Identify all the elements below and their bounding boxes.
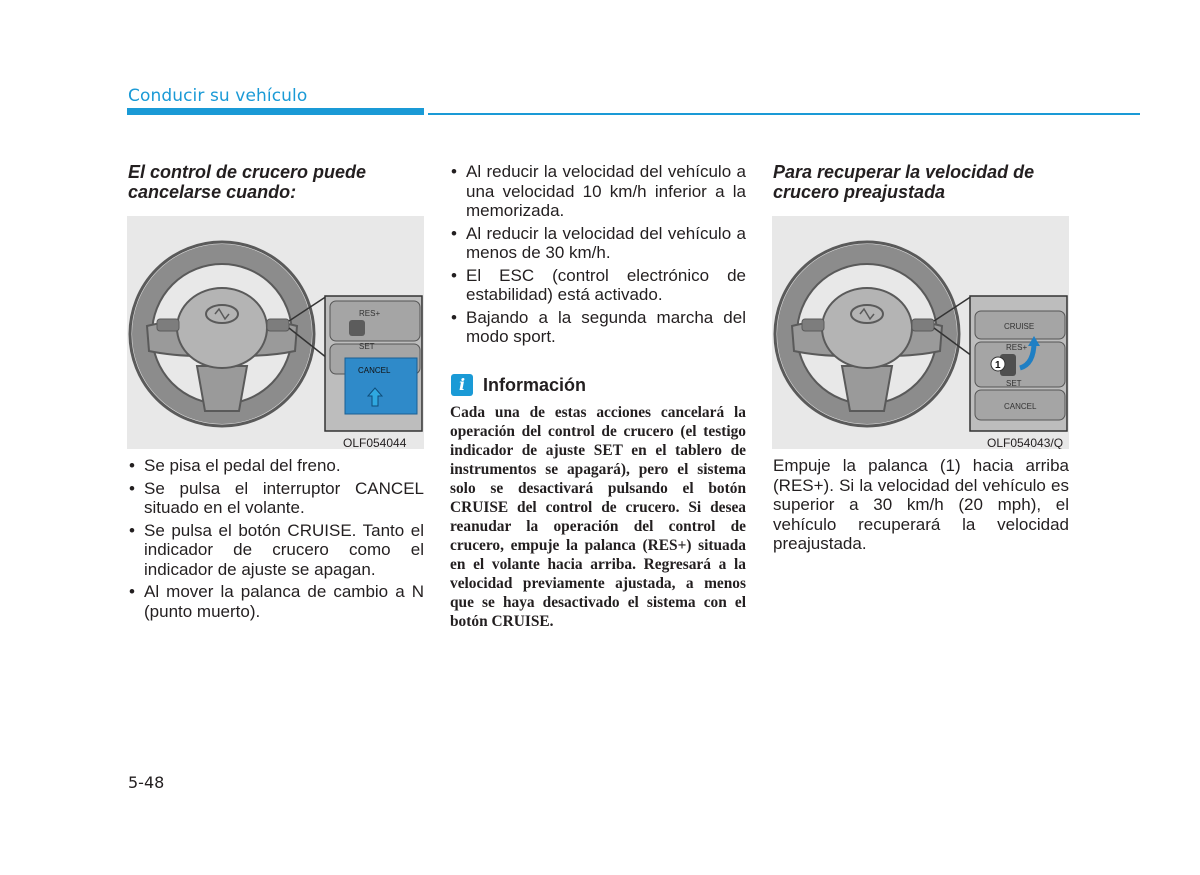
right-heading bbox=[773, 162, 1073, 202]
figure-caption: OLF054044 bbox=[343, 436, 407, 449]
left-heading-line-1: El control de crucero puede bbox=[128, 162, 367, 182]
res-label: RES+ bbox=[359, 309, 381, 318]
callout-number: 1 bbox=[995, 360, 1001, 371]
steering-wheel-cancel-figure bbox=[127, 216, 424, 449]
set-label: SET bbox=[359, 342, 375, 351]
cruise-label: CRUISE bbox=[1004, 322, 1035, 331]
info-text: Cada una de estas acciones cancelará la operación del control de crucero (el testigo indicador de ajuste SET en el tablero de instrumentos se apagará), pero el sistema solo se desactivará pulsando el botón CRUISE del control de crucero. Si desea reanudar la operación del control de crucero, empuje la palanca (RES+) situada en el volante hacia arriba. Regresará a la velocidad previamente ajustada, a menos que se haya desactivado el sistema con el botón CRUISE. bbox=[450, 404, 746, 630]
list-item: • Al mover la palanca de cambio a N (punto muerto). bbox=[128, 582, 424, 621]
left-bullet-list bbox=[128, 456, 424, 624]
section-title: Conducir su vehículo bbox=[128, 86, 308, 106]
list-item: • Al reducir la velocidad del vehículo a menos de 30 km/h. bbox=[450, 224, 746, 263]
left-heading-line-2: cancelarse cuando: bbox=[128, 182, 297, 202]
list-item: • Bajando a la segunda marcha del modo sport. bbox=[450, 308, 746, 347]
list-item: • Se pulsa el botón CRUISE. Tanto el indicador de crucero como el indicador de ajuste se apagan. bbox=[128, 521, 424, 580]
cancel-label: CANCEL bbox=[358, 366, 391, 375]
info-icon: i bbox=[451, 374, 473, 396]
list-item: • Se pulsa el interruptor CANCEL situado en el volante. bbox=[128, 479, 424, 518]
set-label: SET bbox=[1006, 379, 1022, 388]
right-heading-line-2: crucero preajustada bbox=[773, 182, 946, 202]
middle-bullet-list bbox=[450, 162, 746, 350]
steering-wheel-illustration bbox=[772, 216, 1069, 449]
page-number: 5-48 bbox=[128, 773, 165, 792]
header-rule-thick bbox=[127, 108, 424, 115]
cancel-label: CANCEL bbox=[1004, 402, 1037, 411]
info-title: Información bbox=[483, 375, 587, 395]
figure-caption: OLF054043/Q bbox=[987, 436, 1064, 449]
list-item: • Se pisa el pedal del freno. bbox=[128, 456, 424, 476]
right-heading-line-1: Para recuperar la velocidad de bbox=[773, 162, 1035, 182]
list-item: • Al reducir la velocidad del vehículo a una velocidad 10 km/h inferior a la memorizada. bbox=[450, 162, 746, 221]
header-rule-thin bbox=[428, 113, 1140, 115]
steering-wheel-illustration bbox=[127, 216, 424, 449]
list-item: • El ESC (control electrónico de estabilidad) está activado. bbox=[450, 266, 746, 305]
left-heading bbox=[128, 162, 428, 202]
steering-wheel-resume-figure bbox=[772, 216, 1069, 449]
res-label: RES+ bbox=[1006, 343, 1028, 352]
resume-instructions: Empuje la palanca (1) hacia arriba (RES+). Si la velocidad del vehículo es superior a 30 km/h (20 mph), el vehículo recuperará la velocidad preajustada. bbox=[773, 456, 1069, 553]
